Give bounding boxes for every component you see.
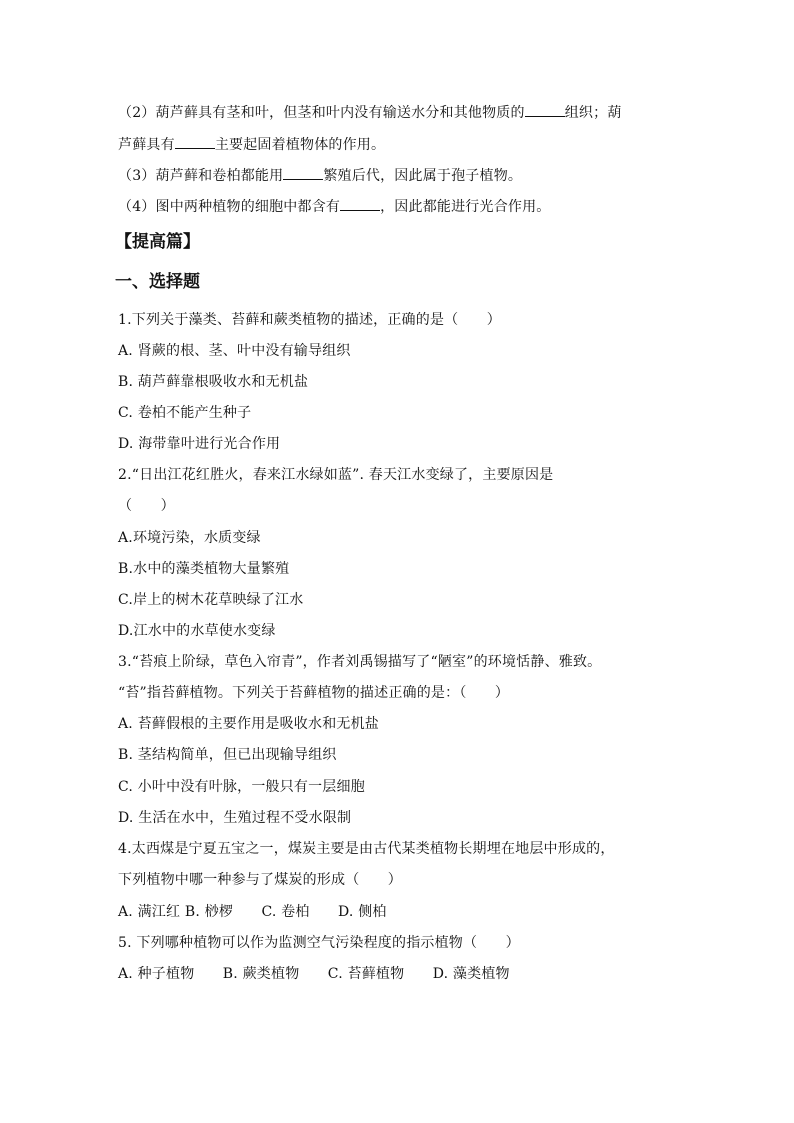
question-3-option-d: D. 生活在水中，生殖过程不受水限制 xyxy=(118,810,352,826)
q2-text-a: （2）葫芦藓具有茎和叶，但茎和叶内没有输送水分和其他物质的 xyxy=(118,105,525,121)
q2-text-c: 芦藓具有 xyxy=(118,137,175,153)
question-1-option-b: B. 葫芦藓靠根吸收水和无机盐 xyxy=(118,374,309,390)
q3-text-a: （3）葫芦藓和卷柏都能用 xyxy=(118,168,284,184)
q4-line xyxy=(118,196,551,217)
question-1-option-a: A. 肾蕨的根、茎、叶中没有输导组织 xyxy=(118,343,351,359)
question-4-options: A. 满江红 B. 桫椤 C. 卷柏 D. 侧柏 xyxy=(118,904,387,920)
question-2-stem-cont: （ ） xyxy=(118,498,175,514)
question-5-options: A. 种子植物 B. 蕨类植物 C. 苔藓植物 D. 藻类植物 xyxy=(118,966,510,982)
question-5-stem: 5. 下列哪种植物可以作为监测空气污染程度的指示植物（ ） xyxy=(118,935,520,951)
q4-text-b: ，因此都能进行光合作用。 xyxy=(380,199,551,215)
question-2-option-c: C.岸上的树木花草映绿了江水 xyxy=(118,592,304,608)
question-2-stem: 2.“日出江花红胜火，春来江水绿如蓝”. 春天江水变绿了，主要原因是 xyxy=(118,467,554,483)
q4-text-a: （4）图中两种植物的细胞中都含有 xyxy=(118,199,341,215)
question-3-option-a: A. 苔藓假根的主要作用是吸收水和无机盐 xyxy=(118,716,380,732)
question-3-stem: 3.“苔痕上阶绿，草色入帘青”，作者刘禹锡描写了“陋室”的环境恬静、雅致。 xyxy=(118,654,602,670)
section-subtitle: 一、选择题 xyxy=(115,272,200,292)
question-2-option-a: A.环境污染，水质变绿 xyxy=(118,530,261,546)
question-3-option-c: C. 小叶中没有叶脉，一般只有一层细胞 xyxy=(118,779,365,795)
q2-line-2 xyxy=(118,134,385,155)
q3-line xyxy=(118,165,522,186)
question-1-option-c: C. 卷柏不能产生种子 xyxy=(118,405,252,421)
q3-text-b: 繁殖后代，因此属于孢子植物。 xyxy=(323,168,523,184)
question-2-option-b: B.水中的藻类植物大量繁殖 xyxy=(118,561,290,577)
q3-blank xyxy=(283,165,323,180)
q2-blank-1 xyxy=(525,102,565,117)
question-4-stem: 4.太西煤是宁夏五宝之一，煤炭主要是由古代某类植物长期埋在地层中形成的， xyxy=(118,841,615,857)
q2-line-1 xyxy=(118,102,622,123)
q2-text-d: 主要起固着植物体的作用。 xyxy=(214,137,386,153)
question-4-stem-cont: 下列植物中哪一种参与了煤炭的形成（ ） xyxy=(118,872,402,888)
q2-text-b: 组织；葫 xyxy=(564,105,622,121)
question-1-option-d: D. 海带靠叶进行光合作用 xyxy=(118,436,281,452)
question-3-option-b: B. 茎结构简单，但已出现输导组织 xyxy=(118,747,337,763)
section-title: 【提高篇】 xyxy=(115,232,200,252)
question-1-stem: 1.下列关于藻类、苔藓和蕨类植物的描述，正确的是（ ） xyxy=(118,312,501,328)
question-3-stem-cont: “苔”指苔藓植物。下列关于苔藓植物的描述正确的是：（ ） xyxy=(118,685,510,701)
question-2-option-d: D.江水中的水草使水变绿 xyxy=(118,623,276,639)
q4-blank xyxy=(340,196,380,211)
q2-blank-2 xyxy=(175,134,215,149)
